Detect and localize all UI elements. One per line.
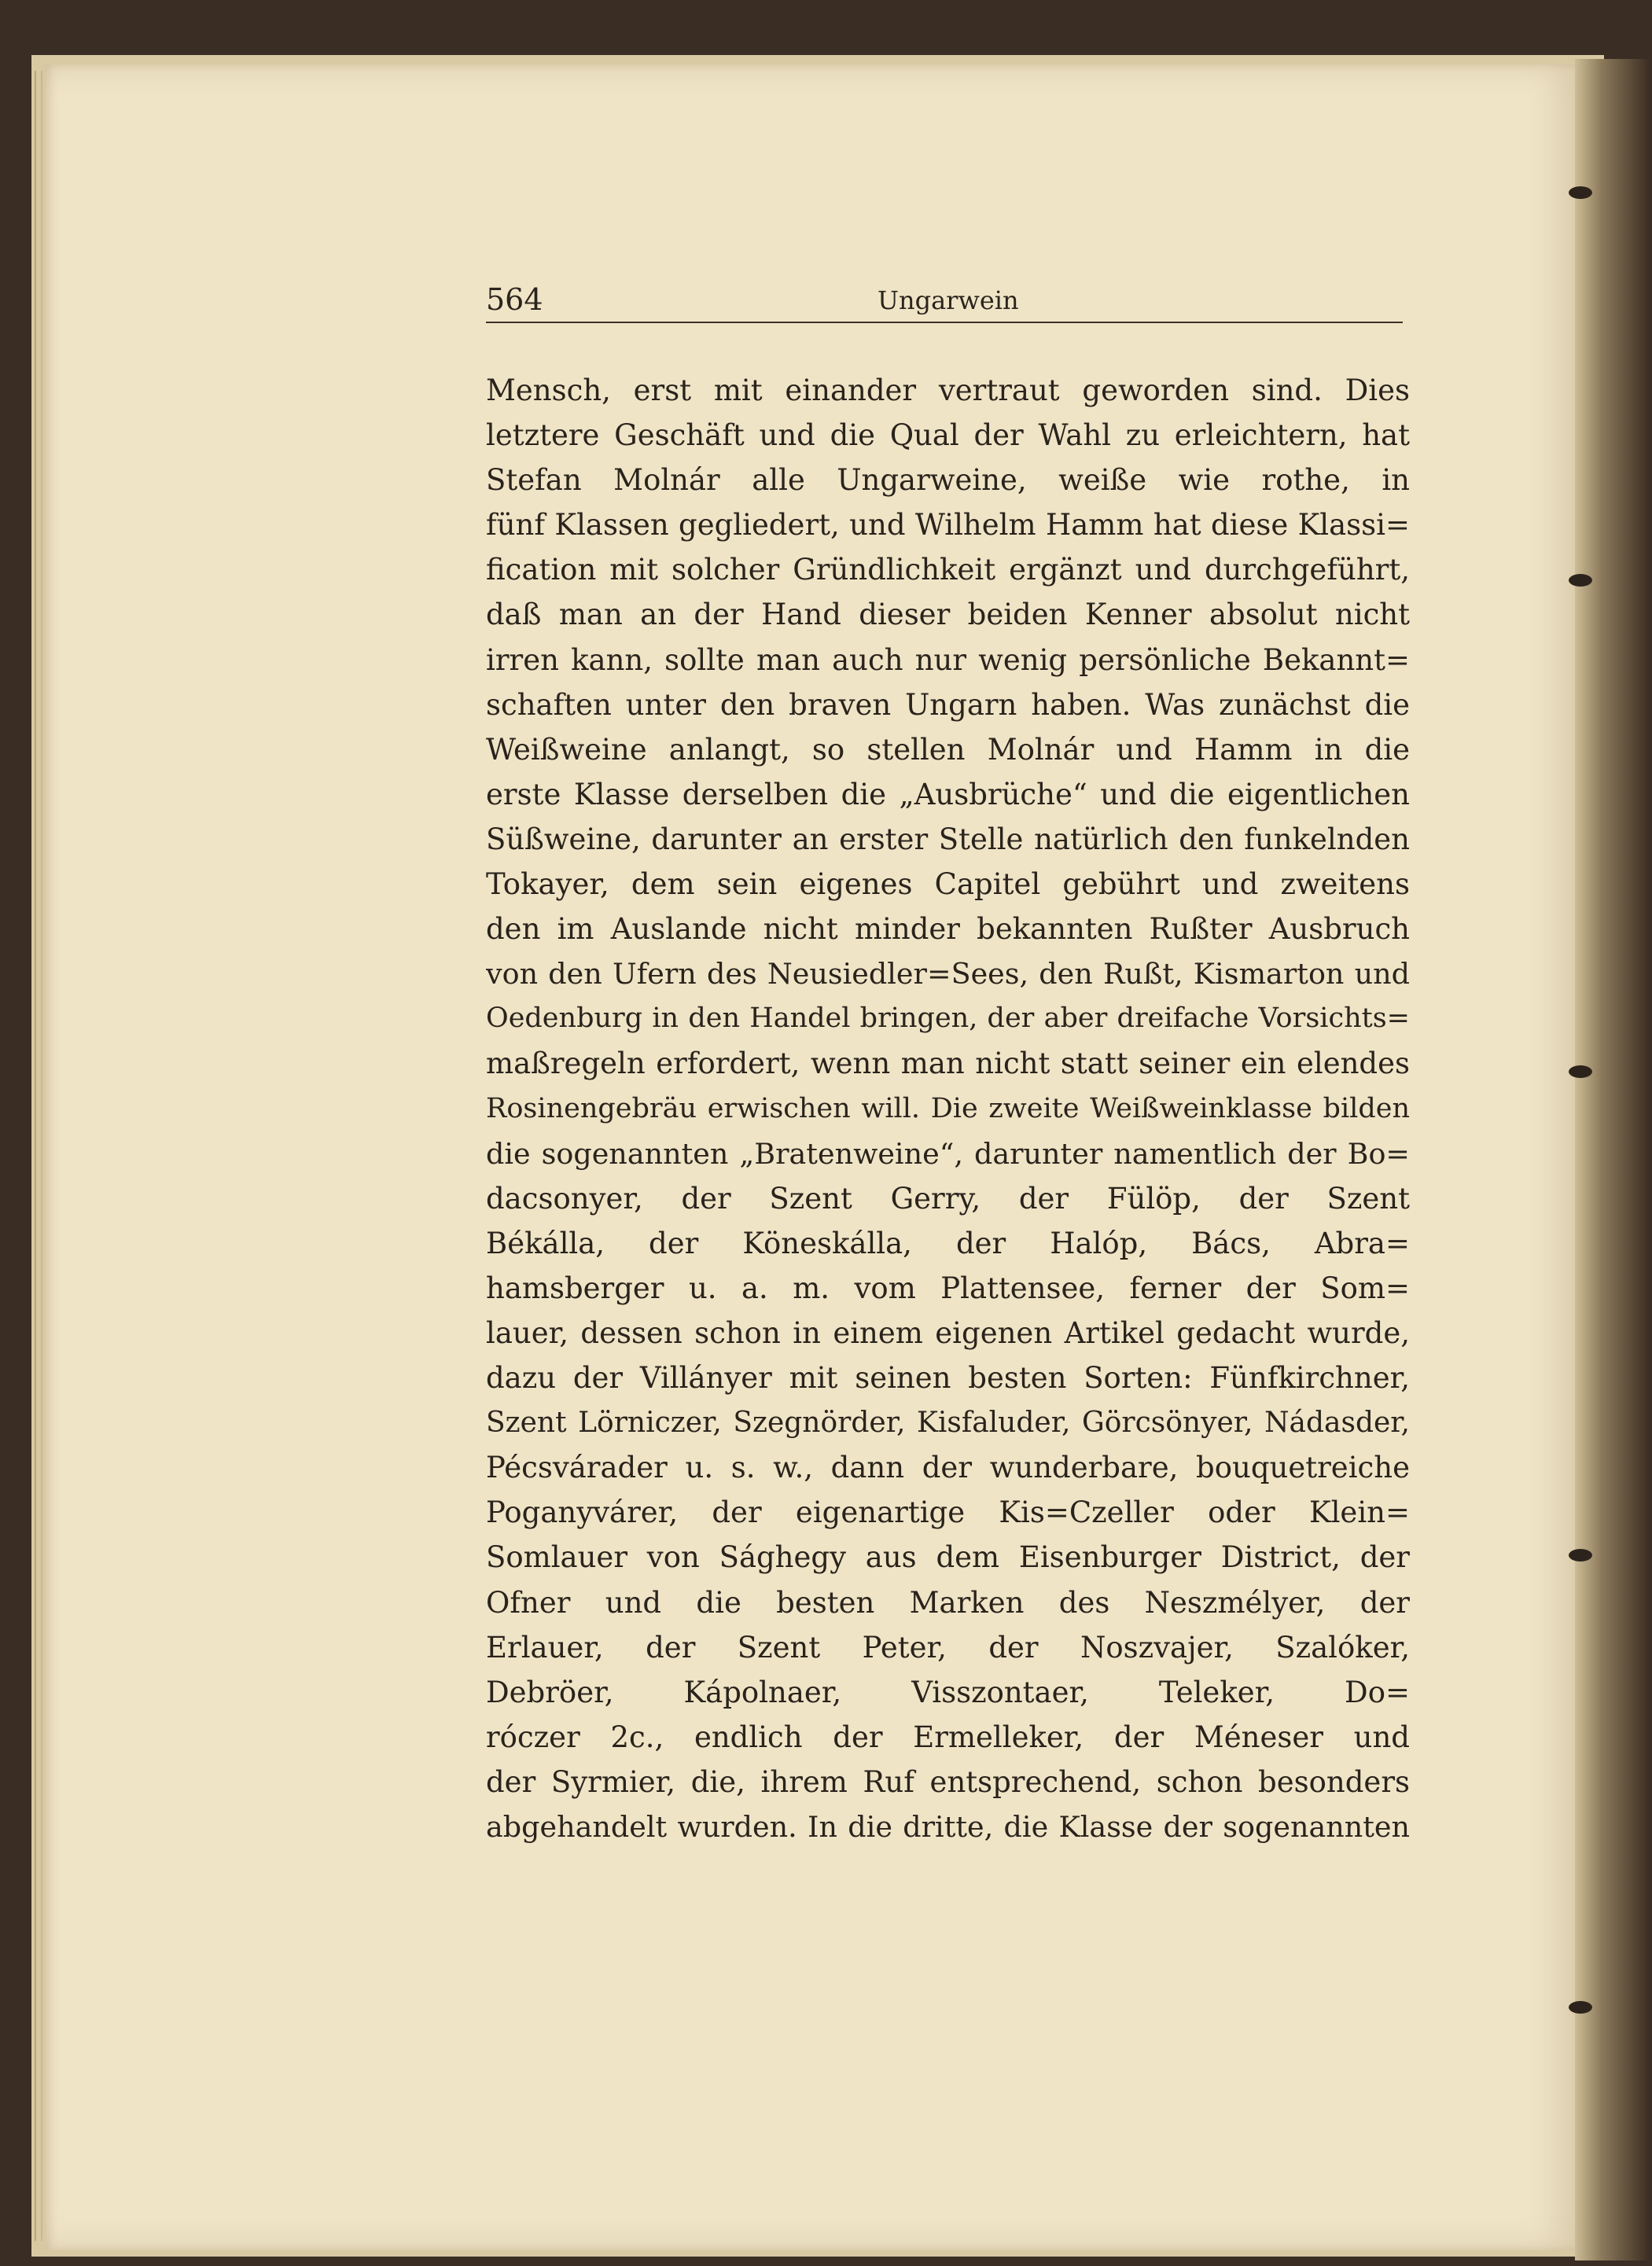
page-leaves [35,71,42,2241]
text-line: Debröer, Kápolnaer, Visszontaer, Teleker, Do= [486,1675,1410,1709]
text-line: von den Ufern des Neusiedler=Sees, den Rußt, Kismarton und [486,957,1410,991]
text-line: maßregeln erfordert, wenn man nicht statt seiner ein elendes [486,1047,1410,1081]
text-line: Békálla, der Köneskálla, der Halóp, Bács, Abra= [486,1226,1410,1260]
text-line: irren kann, sollte man auch nur wenig persönliche Bekannt= [486,642,1410,677]
running-title: Ungarwein [878,285,1019,315]
text-line: Erlauer, der Szent Peter, der Noszvajer, Szalóker, [486,1630,1410,1665]
binding-stitch [1569,1549,1592,1562]
text-line: Süßweine, darunter an erster Stelle natürlich den funkelnden [486,822,1410,856]
text-line: Oedenburg in den Handel bringen, der aber dreifache Vorsichts= [486,1002,1410,1035]
text-line: róczer 2c., endlich der Ermelleker, der Méneser und [486,1720,1410,1754]
binding-stitch [1569,186,1592,199]
text-line: abgehandelt wurden. In die dritte, die Klasse der sogenannten [486,1810,1410,1844]
text-line: Ofner und die besten Marken des Neszmélyer, der [486,1585,1410,1620]
text-line: fication mit solcher Gründlichkeit ergänzt und durchgeführt, [486,553,1410,587]
text-line: Szent Lörniczer, Szegnörder, Kisfaluder, Görcsönyer, Nádasder, [486,1407,1410,1440]
text-line: Stefan Molnár alle Ungarweine, weiße wie rothe, in [486,463,1410,498]
text-line: hamsberger u. a. m. vom Plattensee, ferner der Som= [486,1271,1410,1305]
text-line: fünf Klassen gegliedert, und Wilhelm Hamm hat diese Klassi= [486,508,1410,543]
text-line: lauer, dessen schon in einem eigenen Artikel gedacht wurde, [486,1315,1410,1350]
text-line: der Syrmier, die, ihrem Ruf entsprechend, schon besonders [486,1764,1410,1799]
text-line: Rosinengebräu erwischen will. Die zweite Weißweinklasse bilden [486,1092,1410,1124]
text-line: die sogenannten „Bratenweine“, darunter namentlich der Bo= [486,1136,1410,1171]
binding-stitch [1569,2001,1592,2014]
text-line: Weißweine anlangt, so stellen Molnár und Hamm in die [486,732,1410,767]
text-line: daß man an der Hand dieser beiden Kenner absolut nicht [486,598,1410,632]
text-line: Pécsvárader u. s. w., dann der wunderbare, bouquetreiche [486,1451,1410,1485]
page-number: 564 [486,282,543,317]
binding-stitch [1569,574,1592,587]
binding-stitch [1569,1065,1592,1078]
text-line: schaften unter den braven Ungarn haben. Was zunächst die [486,687,1410,722]
text-line: dazu der Villányer mit seinen besten Sorten: Fünfkirchner, [486,1361,1410,1396]
book-spine [1575,59,1650,2260]
text-line: Tokayer, dem sein eigenes Capitel gebührt und zweitens [486,867,1410,902]
page-header [486,281,1403,323]
text-line: Poganyvárer, der eigenartige Kis=Czeller oder Klein= [486,1495,1410,1530]
text-line: letztere Geschäft und die Qual der Wahl zu erleichtern, hat [486,418,1410,453]
body-text [486,368,1410,1849]
text-line: den im Auslande nicht minder bekannten Rußter Ausbruch [486,912,1410,947]
text-line: Somlauer von Sághegy aus dem Eisenburger District, der [486,1540,1410,1575]
text-line: Mensch, erst mit einander vertraut geworden sind. Dies [486,373,1410,407]
text-line: dacsonyer, der Szent Gerry, der Fülöp, der Szent [486,1181,1410,1216]
text-line: erste Klasse derselben die „Ausbrüche“ und die eigentlichen [486,777,1410,811]
